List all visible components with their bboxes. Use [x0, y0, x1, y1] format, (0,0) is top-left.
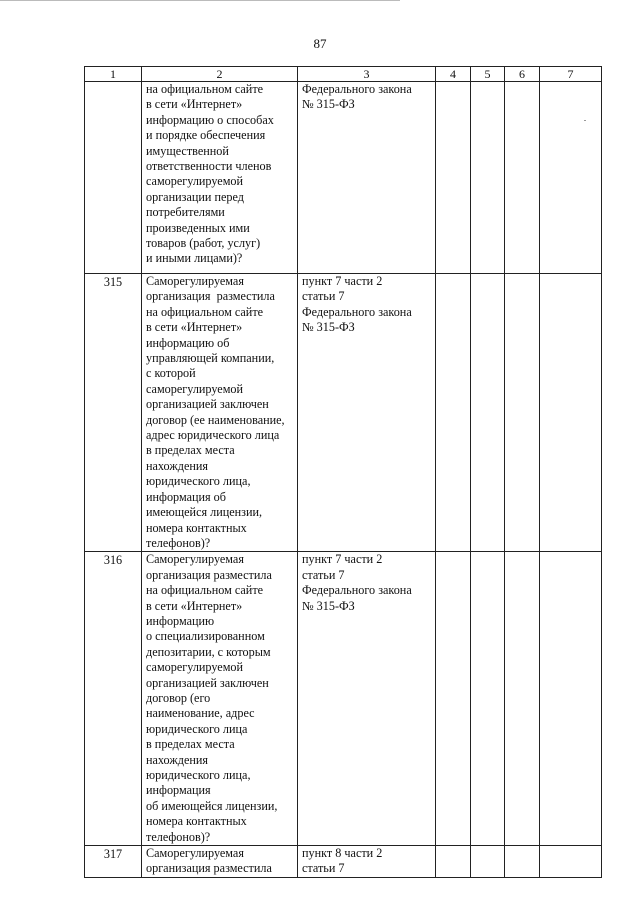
- page-number: 87: [313, 36, 327, 51]
- empty-cell-6: [505, 846, 540, 878]
- row-number-cell: 317: [85, 846, 142, 878]
- empty-cell-5: [471, 552, 505, 846]
- header-row: [85, 67, 602, 82]
- checklist-table-container: [84, 66, 601, 878]
- empty-cell-5: [471, 274, 505, 552]
- header-cell-6: 6: [505, 67, 540, 82]
- legal-reference-cell: пункт 7 части 2 статьи 7 Федерального закона № 315-ФЗ: [298, 274, 436, 552]
- empty-cell-6: [505, 274, 540, 552]
- empty-cell-7: [540, 552, 602, 846]
- empty-cell-7: [540, 82, 602, 274]
- row-number-cell: [85, 82, 142, 274]
- question-cell: Саморегулируемая организация разместила: [142, 846, 298, 878]
- empty-cell-4: [436, 552, 471, 846]
- legal-reference-cell: Федерального закона № 315-ФЗ: [298, 82, 436, 274]
- scan-edge-line: [0, 0, 400, 1]
- question-cell: на официальном сайте в сети «Интернет» информацию о способах и порядке обеспечения имущественной ответственности членов саморегулируемой организации перед потребителями произведенных ими товаров (работ, услуг) и иными лицами)?: [142, 82, 298, 274]
- header-cell-1: 1: [85, 67, 142, 82]
- table-row: [85, 274, 602, 552]
- header-cell-5: 5: [471, 67, 505, 82]
- empty-cell-4: [436, 274, 471, 552]
- empty-cell-7: [540, 846, 602, 878]
- question-cell: Саморегулируемая организация разместила на официальном сайте в сети «Интернет» информацию об управляющей компании, с которой саморегулируемой организацией заключен договор (ее наименование, адрес юридического лица в пределах места нахождения юридического лица, информация об имеющейся лицензии, номера контактных телефонов)?: [142, 274, 298, 552]
- legal-reference-cell: пункт 8 части 2 статьи 7: [298, 846, 436, 878]
- empty-cell-4: [436, 846, 471, 878]
- question-cell: Саморегулируемая организация разместила на официальном сайте в сети «Интернет» информацию о специализированном депозитарии, с которым саморегулируемой организацией заключен договор (его наименование, адрес юридического лица в пределах места нахождения юридического лица, информация об имеющейся лицензии, номера контактных телефонов)?: [142, 552, 298, 846]
- empty-cell-7: [540, 274, 602, 552]
- empty-cell-5: [471, 846, 505, 878]
- table-row: [85, 846, 602, 878]
- header-cell-7: 7: [540, 67, 602, 82]
- legal-reference-cell: пункт 7 части 2 статьи 7 Федерального закона № 315-ФЗ: [298, 552, 436, 846]
- header-cell-4: 4: [436, 67, 471, 82]
- empty-cell-6: [505, 82, 540, 274]
- empty-cell-6: [505, 552, 540, 846]
- table-row: [85, 82, 602, 274]
- table-row: [85, 552, 602, 846]
- header-cell-3: 3: [298, 67, 436, 82]
- row-number-cell: 315: [85, 274, 142, 552]
- checklist-table: [84, 66, 602, 878]
- empty-cell-5: [471, 82, 505, 274]
- header-cell-2: 2: [142, 67, 298, 82]
- row-number-cell: 316: [85, 552, 142, 846]
- empty-cell-4: [436, 82, 471, 274]
